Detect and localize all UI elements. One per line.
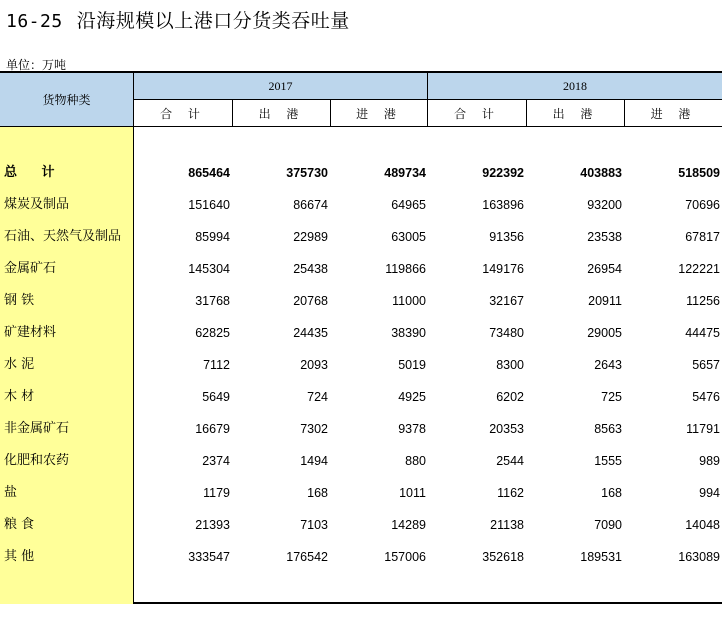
cell-out-2018: 1555 — [594, 454, 622, 468]
cell-in-2018: 994 — [699, 486, 720, 500]
cell-in-2018: 518509 — [678, 166, 720, 180]
table-title: 沿海规模以上港口分货类吞吐量 — [76, 10, 350, 32]
cell-out-2018: 93200 — [587, 198, 622, 212]
cell-out-2017: 20768 — [293, 294, 328, 308]
cell-total-2017: 1179 — [203, 486, 230, 500]
row-label: 其 他 — [4, 549, 35, 564]
cell-out-2018: 20911 — [588, 294, 622, 308]
data-table — [0, 71, 722, 604]
cell-out-2017: 724 — [307, 390, 328, 404]
cell-in-2018: 67817 — [685, 230, 720, 244]
cell-in-2018: 14048 — [685, 518, 720, 532]
cell-out-2018: 29005 — [587, 326, 622, 340]
table-row — [0, 253, 722, 285]
cell-total-2018: 8300 — [496, 358, 524, 372]
cell-total-2018: 91356 — [489, 230, 524, 244]
header-cargo-type: 货物种类 — [0, 73, 134, 126]
cell-in-2017: 4925 — [398, 390, 426, 404]
cell-total-2018: 6202 — [496, 390, 524, 404]
cell-out-2017: 7103 — [300, 518, 328, 532]
cell-out-2018: 2643 — [594, 358, 622, 372]
cell-total-2017: 31768 — [195, 294, 230, 308]
cell-out-2017: 24435 — [293, 326, 328, 340]
cell-out-2018: 725 — [601, 390, 622, 404]
cell-in-2017: 64965 — [391, 198, 426, 212]
cell-in-2017: 63005 — [391, 230, 426, 244]
cell-out-2017: 86674 — [293, 198, 328, 212]
header-sub-in-2017: 进 港 — [331, 100, 428, 126]
cell-total-2017: 865464 — [188, 166, 230, 180]
cell-out-2017: 1494 — [300, 454, 328, 468]
cell-in-2017: 1011 — [399, 486, 426, 500]
cell-in-2017: 38390 — [391, 326, 426, 340]
row-label: 水 泥 — [4, 357, 35, 372]
cell-total-2018: 1162 — [497, 486, 524, 500]
cell-out-2017: 375730 — [286, 166, 328, 180]
header-year-2018: 2018 — [428, 73, 722, 100]
cell-out-2017: 22989 — [293, 230, 328, 244]
cell-total-2017: 5649 — [202, 390, 230, 404]
cell-total-2018: 149176 — [482, 262, 524, 276]
cell-in-2017: 157006 — [384, 550, 426, 564]
cell-in-2018: 11256 — [686, 294, 720, 308]
table-row — [0, 317, 722, 349]
cell-total-2017: 333547 — [188, 550, 230, 564]
table-row-total — [0, 157, 722, 189]
cell-in-2018: 163089 — [678, 550, 720, 564]
row-label: 粮 食 — [4, 517, 35, 532]
cell-in-2017: 11000 — [392, 294, 426, 308]
cell-out-2017: 2093 — [300, 358, 328, 372]
row-label: 盐 — [4, 485, 18, 500]
row-label: 木 材 — [4, 389, 35, 404]
cell-total-2018: 32167 — [489, 294, 524, 308]
table-row — [0, 189, 722, 221]
cell-in-2017: 880 — [405, 454, 426, 468]
cell-in-2017: 9378 — [398, 422, 426, 436]
cell-total-2017: 62825 — [195, 326, 230, 340]
table-row — [0, 349, 722, 381]
row-label: 非金属矿石 — [4, 421, 70, 436]
header-sub-out-2017: 出 港 — [233, 100, 331, 126]
cell-out-2017: 25438 — [293, 262, 328, 276]
page-title — [6, 6, 350, 33]
cell-out-2018: 7090 — [594, 518, 622, 532]
cell-total-2017: 151640 — [188, 198, 230, 212]
cell-total-2017: 145304 — [188, 262, 230, 276]
cell-total-2018: 20353 — [489, 422, 524, 436]
cell-in-2018: 989 — [699, 454, 720, 468]
cell-total-2018: 2544 — [496, 454, 524, 468]
cell-in-2017: 5019 — [398, 358, 426, 372]
row-label: 矿建材料 — [4, 325, 57, 340]
cell-out-2017: 7302 — [300, 422, 328, 436]
cell-in-2017: 489734 — [384, 166, 426, 180]
row-label: 钢 铁 — [4, 293, 35, 308]
cell-in-2018: 44475 — [685, 326, 720, 340]
row-label: 石油、天然气及制品 — [4, 229, 122, 244]
cell-total-2017: 2374 — [202, 454, 230, 468]
unit-label: 单位：万吨 — [6, 58, 67, 72]
header-sub-total-2017: 合 计 — [134, 100, 233, 126]
table-row — [0, 477, 722, 509]
cell-total-2018: 922392 — [482, 166, 524, 180]
cell-in-2018: 70696 — [685, 198, 720, 212]
table-row — [0, 509, 722, 541]
row-label: 化肥和农药 — [4, 453, 70, 468]
table-row — [0, 413, 722, 445]
row-label: 煤炭及制品 — [4, 197, 70, 212]
cell-out-2018: 26954 — [587, 262, 622, 276]
row-label: 金属矿石 — [4, 261, 57, 276]
table-row — [0, 541, 722, 573]
cell-total-2017: 16679 — [195, 422, 230, 436]
cell-total-2017: 85994 — [195, 230, 230, 244]
cell-out-2018: 189531 — [580, 550, 622, 564]
table-row — [0, 445, 722, 477]
table-row — [0, 285, 722, 317]
cell-in-2018: 122221 — [678, 262, 720, 276]
row-label: 总 计 — [4, 165, 65, 180]
table-row — [0, 221, 722, 253]
cell-total-2017: 21393 — [195, 518, 230, 532]
header-year-2017: 2017 — [134, 73, 428, 100]
cell-in-2018: 5476 — [692, 390, 720, 404]
header-sub-out-2018: 出 港 — [527, 100, 625, 126]
cell-out-2018: 403883 — [580, 166, 622, 180]
header-sub-in-2018: 进 港 — [625, 100, 722, 126]
cell-in-2017: 14289 — [391, 518, 426, 532]
cell-out-2018: 23538 — [587, 230, 622, 244]
table-number: 16-25 — [6, 11, 63, 32]
cell-total-2018: 163896 — [482, 198, 524, 212]
cell-total-2017: 7112 — [203, 358, 230, 372]
cell-in-2018: 11791 — [686, 422, 720, 436]
cell-total-2018: 21138 — [490, 518, 524, 532]
header-sub-total-2018: 合 计 — [428, 100, 527, 126]
cell-total-2018: 73480 — [489, 326, 524, 340]
cell-out-2017: 168 — [307, 486, 328, 500]
cell-in-2018: 5657 — [692, 358, 720, 372]
table-row — [0, 381, 722, 413]
cell-out-2017: 176542 — [286, 550, 328, 564]
cell-out-2018: 168 — [601, 486, 622, 500]
cell-out-2018: 8563 — [594, 422, 622, 436]
cell-in-2017: 119866 — [385, 262, 426, 276]
cell-total-2018: 352618 — [482, 550, 524, 564]
